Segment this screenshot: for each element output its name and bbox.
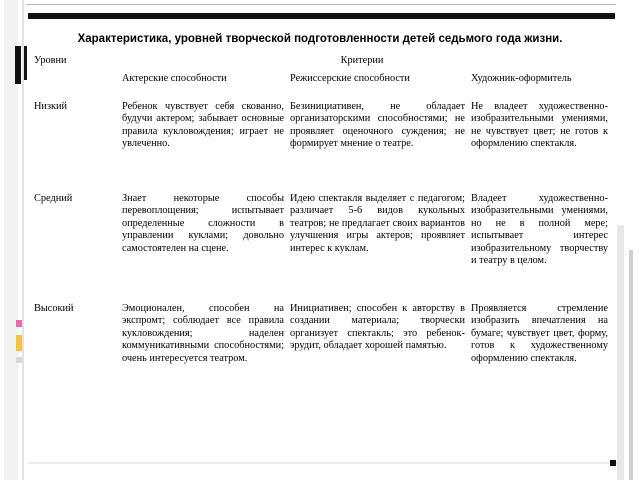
column-header-directing: Режиссерские способности [290,73,410,84]
table-cell: Эмоционален, способен на экспромт; соблюдает все правила кукловождения; наделен коммуникативными способностями; очень интересуется театром. [122,303,284,364]
left-black-bar [24,46,27,80]
top-thin-line [26,4,616,5]
left-black-block [15,46,21,84]
level-medium: Средний [34,193,73,204]
column-header-acting: Актерские способности [122,73,227,84]
table-cell: Инициативен; способен к авторству в создании материала; творчески организует спектакль; это ребенок-эрудит, обладает хорошей памятью. [290,303,465,352]
table-row [28,193,608,303]
page-title: Характеристика, уровней творческой подготовленности детей седьмого года жизни. [77,33,563,45]
top-dark-bar [28,13,612,19]
table-header-row [28,55,608,73]
column-header-artist: Художник-оформитель [471,73,572,84]
right-gray-strip [617,225,624,480]
table-row [28,303,608,423]
right-gray-line [629,250,633,480]
pink-square [16,320,22,327]
gray-square [16,357,22,363]
top-bar-end [612,13,615,19]
table-cell: Знает некоторые способы перевоплощения; испытывает определенные сложности в управлении куклами; довольно самостоятелен на сцене. [122,193,284,254]
level-high: Высокий [34,303,74,314]
table-cell: Проявляется стремление изобразить впечатления на бумаге; чувствует цвет, форму, готов к художественному оформлению спектакля. [471,303,608,364]
table-row [28,101,608,193]
bottom-line [28,462,618,464]
yellow-square [16,335,22,351]
criteria-header: Критерии [340,55,384,66]
table-cell: Безинициативен, не обладает организаторскими способностями; не проявляет оценочного суждения; не формирует мнение о театре. [290,101,465,150]
table-cell: Ребенок чувствует себя скованно, будучи актером; забывает основные правила кукловождения; играет не увлеченно. [122,101,284,150]
criteria-table [28,55,608,423]
level-low: Низкий [34,101,68,112]
table-cell: Идею спектакля выделяет с педагогом; различает 5-6 видов кукольных театров; не предлагает своих вариантов улучшения игры актеров; проявляет интерес к куклам. [290,193,465,254]
table-subheader-row [28,73,608,101]
table-cell: Не владеет художественно-изобразительными умениями, не чувствует цвет; не готов к оформлению спектакля. [471,101,608,150]
levels-header: Уровни [34,55,67,66]
bottom-dark-mark [610,460,616,466]
table-cell: Владеет художественно-изобразительными умениями, но не в полной мере; испытывает интерес изобразительному творчеству и театру в целом. [471,193,608,267]
